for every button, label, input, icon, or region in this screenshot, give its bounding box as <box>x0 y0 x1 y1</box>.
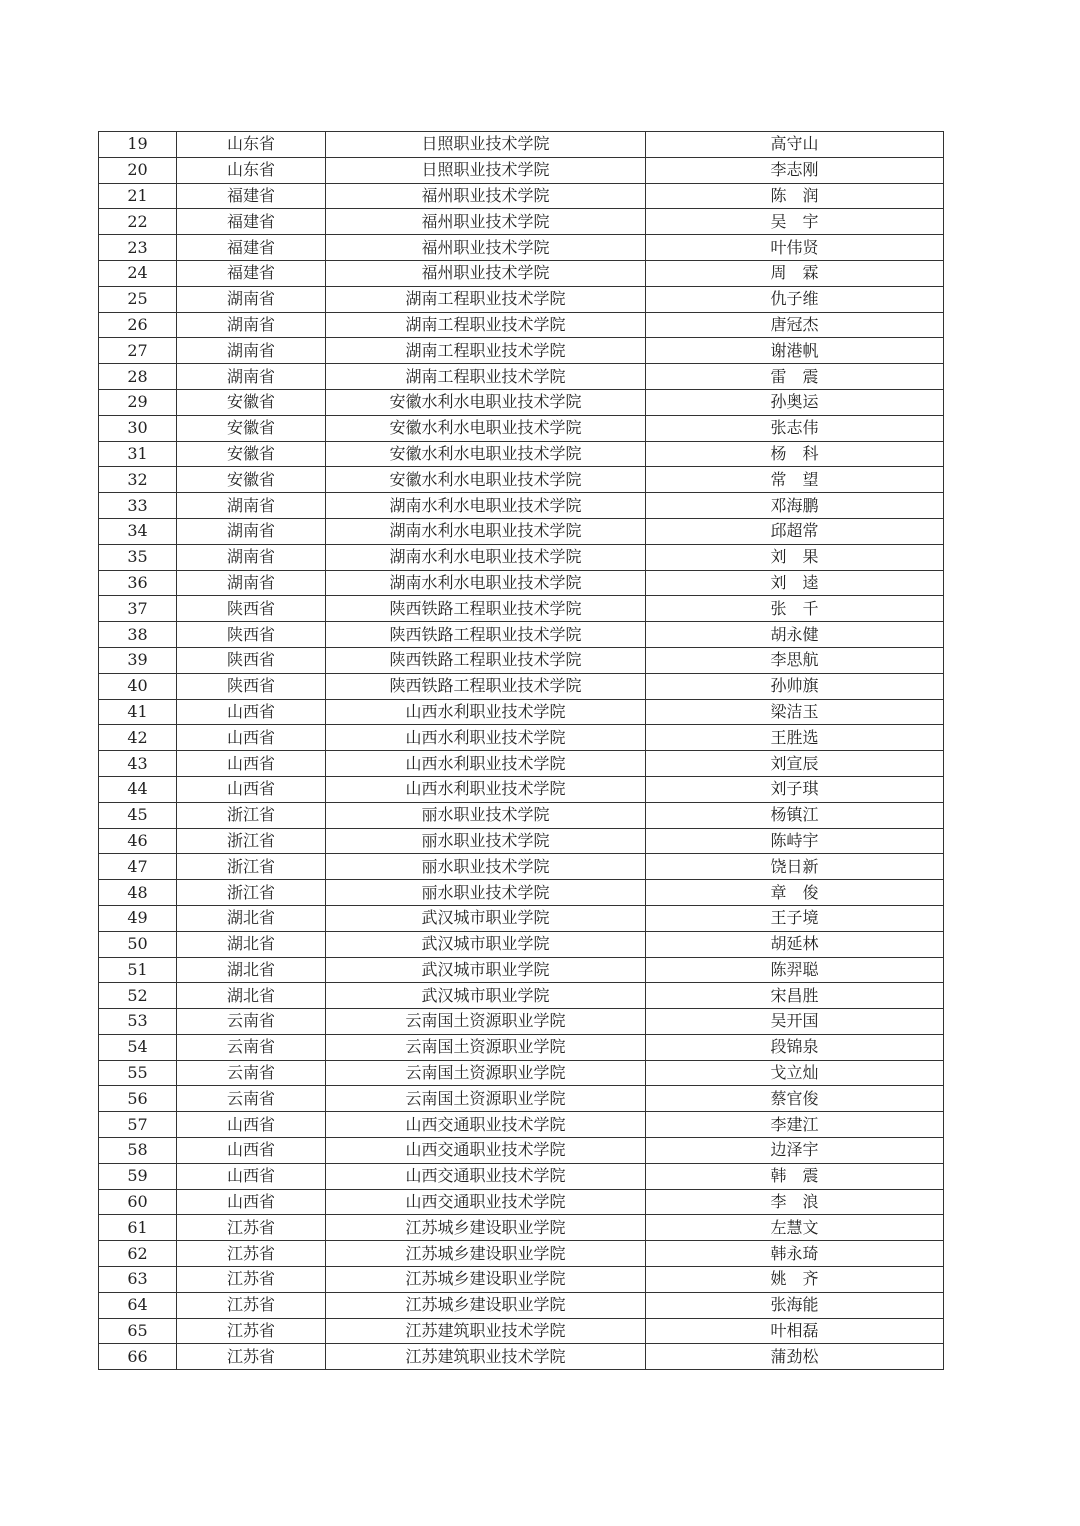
table-row <box>99 1163 944 1189</box>
row-number-cell: 24 <box>99 260 177 286</box>
table-row <box>99 1189 944 1215</box>
table-row <box>99 828 944 854</box>
province-cell: 山西省 <box>177 1112 326 1138</box>
college-cell: 日照职业技术学院 <box>326 157 646 183</box>
province-cell: 湖南省 <box>177 286 326 312</box>
student-name-cell: 吴 宇 <box>646 209 944 235</box>
college-cell: 云南国土资源职业学院 <box>326 1086 646 1112</box>
student-name-cell: 吴开国 <box>646 1009 944 1035</box>
province-cell: 湖北省 <box>177 905 326 931</box>
student-name-cell: 胡延林 <box>646 931 944 957</box>
college-cell: 安徽水利水电职业技术学院 <box>326 389 646 415</box>
table-row <box>99 647 944 673</box>
student-name-cell: 邱超常 <box>646 518 944 544</box>
college-cell: 日照职业技术学院 <box>326 132 646 158</box>
row-number-cell: 54 <box>99 1034 177 1060</box>
row-number-cell: 63 <box>99 1267 177 1293</box>
row-number-cell: 50 <box>99 931 177 957</box>
college-cell: 湖南水利水电职业技术学院 <box>326 518 646 544</box>
row-number-cell: 33 <box>99 493 177 519</box>
row-number-cell: 21 <box>99 183 177 209</box>
student-name-cell: 仇子维 <box>646 286 944 312</box>
table-row <box>99 389 944 415</box>
table-row <box>99 286 944 312</box>
province-cell: 湖南省 <box>177 364 326 390</box>
table-row <box>99 957 944 983</box>
province-cell: 福建省 <box>177 235 326 261</box>
table-row <box>99 596 944 622</box>
student-name-cell: 宋昌胜 <box>646 983 944 1009</box>
student-name-cell: 孙奥运 <box>646 389 944 415</box>
table-row <box>99 1112 944 1138</box>
row-number-cell: 29 <box>99 389 177 415</box>
province-cell: 云南省 <box>177 1060 326 1086</box>
row-number-cell: 64 <box>99 1292 177 1318</box>
student-name-cell: 刘 果 <box>646 544 944 570</box>
row-number-cell: 36 <box>99 570 177 596</box>
province-cell: 江苏省 <box>177 1292 326 1318</box>
row-number-cell: 37 <box>99 596 177 622</box>
college-cell: 山西交通职业技术学院 <box>326 1189 646 1215</box>
row-number-cell: 56 <box>99 1086 177 1112</box>
college-cell: 江苏城乡建设职业学院 <box>326 1215 646 1241</box>
table-row <box>99 931 944 957</box>
student-name-cell: 邓海鹏 <box>646 493 944 519</box>
province-cell: 安徽省 <box>177 441 326 467</box>
row-number-cell: 66 <box>99 1344 177 1370</box>
college-cell: 福州职业技术学院 <box>326 235 646 261</box>
student-name-cell: 饶日新 <box>646 854 944 880</box>
student-name-cell: 王子境 <box>646 905 944 931</box>
student-name-cell: 张海能 <box>646 1292 944 1318</box>
row-number-cell: 45 <box>99 802 177 828</box>
student-name-cell: 李思航 <box>646 647 944 673</box>
college-cell: 陕西铁路工程职业技术学院 <box>326 622 646 648</box>
row-number-cell: 65 <box>99 1318 177 1344</box>
student-name-cell: 王胜选 <box>646 725 944 751</box>
table-row <box>99 673 944 699</box>
college-cell: 江苏城乡建设职业学院 <box>326 1292 646 1318</box>
province-cell: 江苏省 <box>177 1215 326 1241</box>
student-name-cell: 常 望 <box>646 467 944 493</box>
province-cell: 湖北省 <box>177 983 326 1009</box>
table-row <box>99 312 944 338</box>
row-number-cell: 42 <box>99 725 177 751</box>
college-cell: 丽水职业技术学院 <box>326 828 646 854</box>
row-number-cell: 34 <box>99 518 177 544</box>
college-cell: 武汉城市职业学院 <box>326 905 646 931</box>
province-cell: 陕西省 <box>177 647 326 673</box>
student-name-cell: 姚 齐 <box>646 1267 944 1293</box>
table-row <box>99 415 944 441</box>
college-cell: 湖南工程职业技术学院 <box>326 338 646 364</box>
college-cell: 山西交通职业技术学院 <box>326 1112 646 1138</box>
row-number-cell: 59 <box>99 1163 177 1189</box>
row-number-cell: 55 <box>99 1060 177 1086</box>
student-name-cell: 蒲劲松 <box>646 1344 944 1370</box>
student-name-cell: 韩永琦 <box>646 1241 944 1267</box>
row-number-cell: 40 <box>99 673 177 699</box>
table-row <box>99 751 944 777</box>
row-number-cell: 49 <box>99 905 177 931</box>
table-row <box>99 1138 944 1164</box>
table-row <box>99 570 944 596</box>
table-row <box>99 905 944 931</box>
student-name-cell: 蔡官俊 <box>646 1086 944 1112</box>
province-cell: 浙江省 <box>177 880 326 906</box>
student-name-cell: 边泽宇 <box>646 1138 944 1164</box>
province-cell: 山西省 <box>177 1189 326 1215</box>
table-row <box>99 802 944 828</box>
province-cell: 浙江省 <box>177 802 326 828</box>
college-cell: 福州职业技术学院 <box>326 183 646 209</box>
student-name-cell: 左慧文 <box>646 1215 944 1241</box>
student-name-cell: 杨 科 <box>646 441 944 467</box>
province-cell: 安徽省 <box>177 389 326 415</box>
student-name-cell: 雷 震 <box>646 364 944 390</box>
college-cell: 安徽水利水电职业技术学院 <box>326 441 646 467</box>
college-cell: 山西水利职业技术学院 <box>326 725 646 751</box>
row-number-cell: 32 <box>99 467 177 493</box>
table-row <box>99 622 944 648</box>
college-cell: 湖南水利水电职业技术学院 <box>326 544 646 570</box>
row-number-cell: 39 <box>99 647 177 673</box>
student-name-cell: 谢港帆 <box>646 338 944 364</box>
row-number-cell: 27 <box>99 338 177 364</box>
college-cell: 山西交通职业技术学院 <box>326 1138 646 1164</box>
row-number-cell: 51 <box>99 957 177 983</box>
table-row <box>99 209 944 235</box>
province-cell: 福建省 <box>177 260 326 286</box>
college-cell: 云南国土资源职业学院 <box>326 1034 646 1060</box>
province-cell: 湖南省 <box>177 338 326 364</box>
province-cell: 山东省 <box>177 132 326 158</box>
table-row <box>99 1292 944 1318</box>
province-cell: 云南省 <box>177 1086 326 1112</box>
college-cell: 武汉城市职业学院 <box>326 931 646 957</box>
row-number-cell: 25 <box>99 286 177 312</box>
row-number-cell: 47 <box>99 854 177 880</box>
province-cell: 陕西省 <box>177 596 326 622</box>
student-name-cell: 叶伟贤 <box>646 235 944 261</box>
row-number-cell: 26 <box>99 312 177 338</box>
province-cell: 安徽省 <box>177 467 326 493</box>
province-cell: 陕西省 <box>177 622 326 648</box>
student-name-cell: 戈立灿 <box>646 1060 944 1086</box>
table-row <box>99 183 944 209</box>
province-cell: 浙江省 <box>177 828 326 854</box>
college-cell: 湖南工程职业技术学院 <box>326 312 646 338</box>
province-cell: 山西省 <box>177 776 326 802</box>
college-cell: 丽水职业技术学院 <box>326 802 646 828</box>
student-name-cell: 张志伟 <box>646 415 944 441</box>
college-cell: 江苏城乡建设职业学院 <box>326 1267 646 1293</box>
college-cell: 江苏建筑职业技术学院 <box>326 1318 646 1344</box>
province-cell: 湖北省 <box>177 931 326 957</box>
college-cell: 江苏城乡建设职业学院 <box>326 1241 646 1267</box>
table-row <box>99 1034 944 1060</box>
row-number-cell: 58 <box>99 1138 177 1164</box>
table-row <box>99 338 944 364</box>
student-name-cell: 陈 润 <box>646 183 944 209</box>
province-cell: 湖南省 <box>177 544 326 570</box>
table-row <box>99 364 944 390</box>
college-cell: 福州职业技术学院 <box>326 260 646 286</box>
province-cell: 山西省 <box>177 1138 326 1164</box>
student-name-cell: 孙帅旗 <box>646 673 944 699</box>
college-cell: 湖南工程职业技术学院 <box>326 286 646 312</box>
table-row <box>99 776 944 802</box>
student-name-cell: 周 霖 <box>646 260 944 286</box>
college-cell: 安徽水利水电职业技术学院 <box>326 415 646 441</box>
student-name-cell: 段锦泉 <box>646 1034 944 1060</box>
province-cell: 安徽省 <box>177 415 326 441</box>
student-name-cell: 陈羿聪 <box>646 957 944 983</box>
province-cell: 山西省 <box>177 751 326 777</box>
province-cell: 江苏省 <box>177 1267 326 1293</box>
table-row <box>99 1267 944 1293</box>
college-cell: 丽水职业技术学院 <box>326 880 646 906</box>
table-row <box>99 467 944 493</box>
table-row <box>99 1009 944 1035</box>
college-cell: 丽水职业技术学院 <box>326 854 646 880</box>
college-cell: 陕西铁路工程职业技术学院 <box>326 673 646 699</box>
province-cell: 江苏省 <box>177 1241 326 1267</box>
row-number-cell: 38 <box>99 622 177 648</box>
province-cell: 云南省 <box>177 1034 326 1060</box>
row-number-cell: 48 <box>99 880 177 906</box>
student-name-cell: 张 千 <box>646 596 944 622</box>
student-name-cell: 章 俊 <box>646 880 944 906</box>
table-row <box>99 260 944 286</box>
row-number-cell: 35 <box>99 544 177 570</box>
province-cell: 江苏省 <box>177 1318 326 1344</box>
province-cell: 陕西省 <box>177 673 326 699</box>
college-cell: 陕西铁路工程职业技术学院 <box>326 596 646 622</box>
table-row <box>99 725 944 751</box>
province-cell: 山西省 <box>177 725 326 751</box>
student-name-cell: 陈峙宇 <box>646 828 944 854</box>
row-number-cell: 46 <box>99 828 177 854</box>
province-cell: 云南省 <box>177 1009 326 1035</box>
roster-table-body <box>99 132 944 1370</box>
table-row <box>99 518 944 544</box>
row-number-cell: 44 <box>99 776 177 802</box>
college-cell: 武汉城市职业学院 <box>326 983 646 1009</box>
student-name-cell: 杨镇江 <box>646 802 944 828</box>
student-name-cell: 高守山 <box>646 132 944 158</box>
table-row <box>99 493 944 519</box>
student-name-cell: 刘宣辰 <box>646 751 944 777</box>
province-cell: 湖南省 <box>177 518 326 544</box>
table-row <box>99 544 944 570</box>
row-number-cell: 60 <box>99 1189 177 1215</box>
college-cell: 福州职业技术学院 <box>326 209 646 235</box>
table-row <box>99 699 944 725</box>
row-number-cell: 43 <box>99 751 177 777</box>
row-number-cell: 28 <box>99 364 177 390</box>
province-cell: 福建省 <box>177 209 326 235</box>
province-cell: 湖南省 <box>177 493 326 519</box>
college-cell: 湖南工程职业技术学院 <box>326 364 646 390</box>
province-cell: 山西省 <box>177 1163 326 1189</box>
college-cell: 云南国土资源职业学院 <box>326 1009 646 1035</box>
province-cell: 湖南省 <box>177 570 326 596</box>
table-row <box>99 441 944 467</box>
row-number-cell: 57 <box>99 1112 177 1138</box>
student-name-cell: 梁洁玉 <box>646 699 944 725</box>
table-row <box>99 157 944 183</box>
table-row <box>99 983 944 1009</box>
row-number-cell: 30 <box>99 415 177 441</box>
college-cell: 山西交通职业技术学院 <box>326 1163 646 1189</box>
student-name-cell: 叶相磊 <box>646 1318 944 1344</box>
college-cell: 山西水利职业技术学院 <box>326 699 646 725</box>
college-cell: 湖南水利水电职业技术学院 <box>326 493 646 519</box>
row-number-cell: 19 <box>99 132 177 158</box>
row-number-cell: 61 <box>99 1215 177 1241</box>
table-row <box>99 880 944 906</box>
college-cell: 江苏建筑职业技术学院 <box>326 1344 646 1370</box>
row-number-cell: 22 <box>99 209 177 235</box>
student-name-cell: 刘 逵 <box>646 570 944 596</box>
province-cell: 山西省 <box>177 699 326 725</box>
college-cell: 云南国土资源职业学院 <box>326 1060 646 1086</box>
student-name-cell: 胡永健 <box>646 622 944 648</box>
student-name-cell: 刘子琪 <box>646 776 944 802</box>
college-cell: 陕西铁路工程职业技术学院 <box>326 647 646 673</box>
row-number-cell: 52 <box>99 983 177 1009</box>
province-cell: 浙江省 <box>177 854 326 880</box>
student-name-cell: 韩 震 <box>646 1163 944 1189</box>
table-row <box>99 1318 944 1344</box>
table-row <box>99 1215 944 1241</box>
province-cell: 湖南省 <box>177 312 326 338</box>
table-row <box>99 854 944 880</box>
row-number-cell: 31 <box>99 441 177 467</box>
college-cell: 安徽水利水电职业技术学院 <box>326 467 646 493</box>
college-cell: 湖南水利水电职业技术学院 <box>326 570 646 596</box>
row-number-cell: 41 <box>99 699 177 725</box>
table-row <box>99 1241 944 1267</box>
college-cell: 山西水利职业技术学院 <box>326 776 646 802</box>
row-number-cell: 20 <box>99 157 177 183</box>
province-cell: 湖北省 <box>177 957 326 983</box>
row-number-cell: 23 <box>99 235 177 261</box>
student-name-cell: 李 浪 <box>646 1189 944 1215</box>
table-row <box>99 1086 944 1112</box>
row-number-cell: 53 <box>99 1009 177 1035</box>
college-cell: 武汉城市职业学院 <box>326 957 646 983</box>
table-row <box>99 132 944 158</box>
roster-table <box>98 131 944 1370</box>
student-name-cell: 唐冠杰 <box>646 312 944 338</box>
student-name-cell: 李志刚 <box>646 157 944 183</box>
student-name-cell: 李建江 <box>646 1112 944 1138</box>
table-row <box>99 235 944 261</box>
province-cell: 江苏省 <box>177 1344 326 1370</box>
row-number-cell: 62 <box>99 1241 177 1267</box>
province-cell: 山东省 <box>177 157 326 183</box>
college-cell: 山西水利职业技术学院 <box>326 751 646 777</box>
table-row <box>99 1344 944 1370</box>
province-cell: 福建省 <box>177 183 326 209</box>
table-row <box>99 1060 944 1086</box>
